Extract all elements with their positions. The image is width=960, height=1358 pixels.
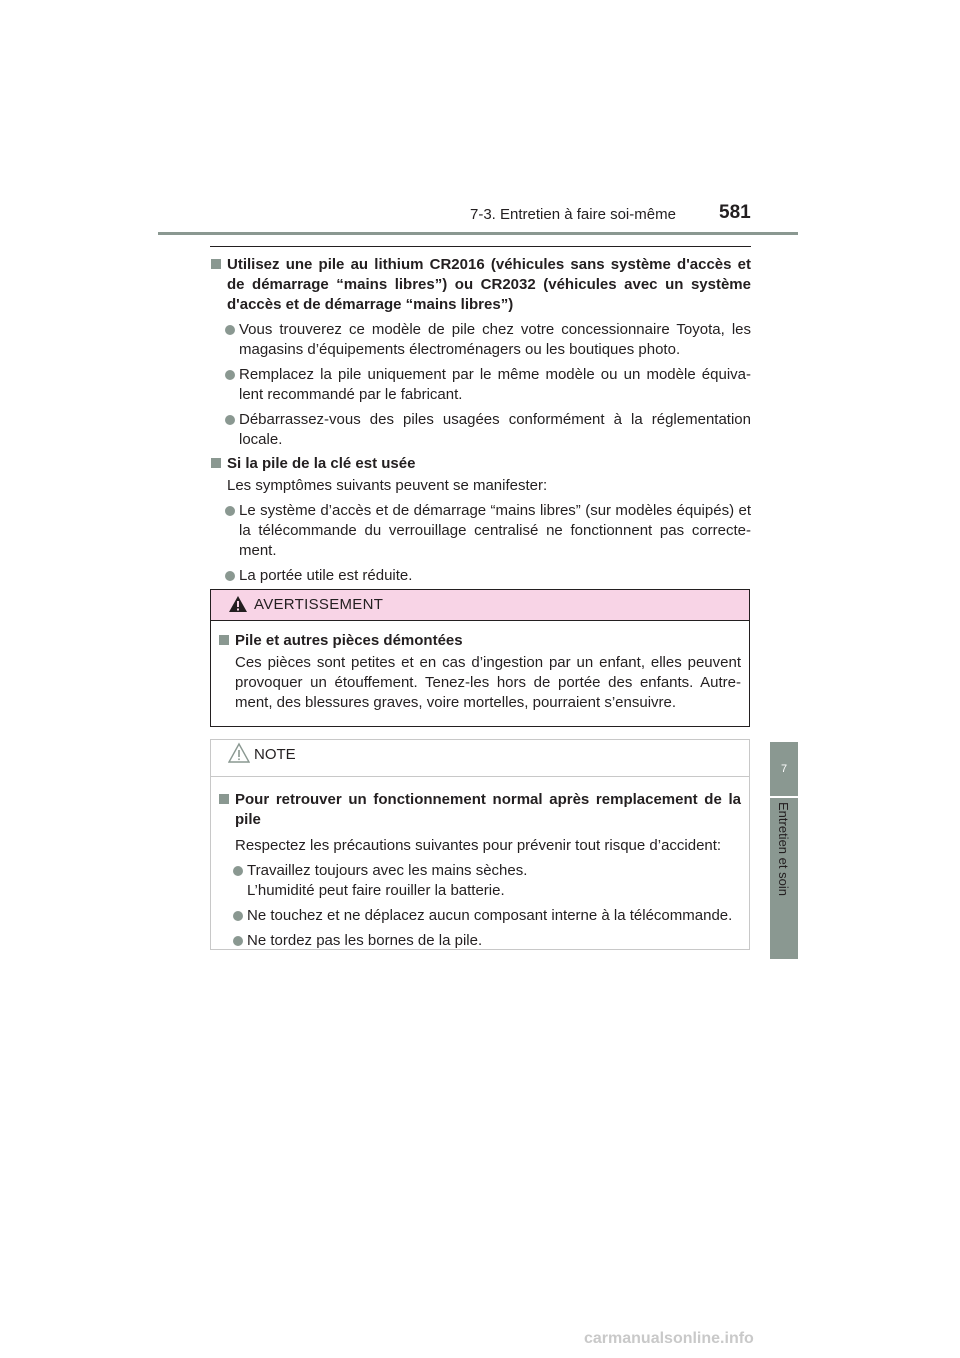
chapter-number: 7 <box>780 763 788 775</box>
square-bullet-icon <box>211 458 221 468</box>
note-intro: Respectez les précautions suivantes pour prévenir tout risque d’accident: <box>235 837 722 854</box>
warning-text: Ces pièces sont petites et en cas d’ingestion par un enfant, elles peuvent provoquer un étouffement. Tenez-les hors de portée des enfants. Autre-ment, des blessures graves, voire mortelles, pourraient s’ensuivre. <box>235 654 741 711</box>
note-heading: Pour retrouver un fonctionnement normal après remplacement de la pile <box>219 790 741 830</box>
round-bullet-icon <box>233 936 243 946</box>
header-section-title: 7-3. Entretien à faire soi-même <box>470 206 676 223</box>
warning-label: AVERTISSEMENT <box>254 596 384 613</box>
warning-header <box>211 590 749 621</box>
list-item: La portée utile est réduite. <box>211 566 751 586</box>
round-bullet-icon <box>233 866 243 876</box>
round-bullet-icon <box>233 911 243 921</box>
round-bullet-icon <box>225 415 235 425</box>
warning-heading: Pile et autres pièces démontées <box>219 631 741 651</box>
warning-box <box>210 589 750 727</box>
content-rule <box>210 246 751 247</box>
square-bullet-icon <box>219 635 229 645</box>
square-bullet-icon <box>219 794 229 804</box>
caution-triangle-icon <box>228 742 250 764</box>
note-box <box>210 739 750 950</box>
list-item: Remplacez la pile uniquement par le même modèle ou un modèle équiva-lent recommandé par le fabricant. <box>211 365 751 405</box>
note-header <box>211 740 749 777</box>
section-heading-battery-type: Utilisez une pile au lithium CR2016 (véhicules sans système d'accès et de démarrage “mains libres”) ou CR2032 (véhicules avec un système d'accès et de démarrage “mains libres”) <box>211 255 751 315</box>
page-number: 581 <box>719 202 751 223</box>
warning-triangle-icon <box>228 595 248 613</box>
round-bullet-icon <box>225 506 235 516</box>
round-bullet-icon <box>225 325 235 335</box>
list-item: Débarrassez-vous des piles usagées conformément à la réglementation locale. <box>211 410 751 450</box>
round-bullet-icon <box>225 370 235 380</box>
list-item: Ne tordez pas les bornes de la pile. <box>219 931 741 951</box>
section-heading-worn-battery: Si la pile de la clé est usée <box>211 454 751 474</box>
chapter-label: Entretien et soin <box>776 802 791 896</box>
list-item: Travaillez toujours avec les mains sèches. L’humidité peut faire rouiller la batterie. <box>219 861 741 901</box>
note-label: NOTE <box>254 746 296 763</box>
list-item: Le système d’accès et de démarrage “mains libres” (sur modèles équipés) et la télécommande du verrouillage centralisé ne fonctionnent pas correcte-ment. <box>211 501 751 561</box>
section-intro: Les symptômes suivants peuvent se manifester: <box>227 477 548 494</box>
main-content <box>211 255 751 586</box>
chapter-tab <box>770 742 798 796</box>
round-bullet-icon <box>225 571 235 581</box>
square-bullet-icon <box>211 259 221 269</box>
list-item: Ne touchez et ne déplacez aucun composant interne à la télécommande. <box>219 906 741 926</box>
list-item: Vous trouverez ce modèle de pile chez votre concessionnaire Toyota, les magasins d’équipements électroménagers ou les boutiques photo. <box>211 320 751 360</box>
watermark: carmanualsonline.info <box>584 1330 754 1347</box>
header-rule <box>158 232 798 235</box>
